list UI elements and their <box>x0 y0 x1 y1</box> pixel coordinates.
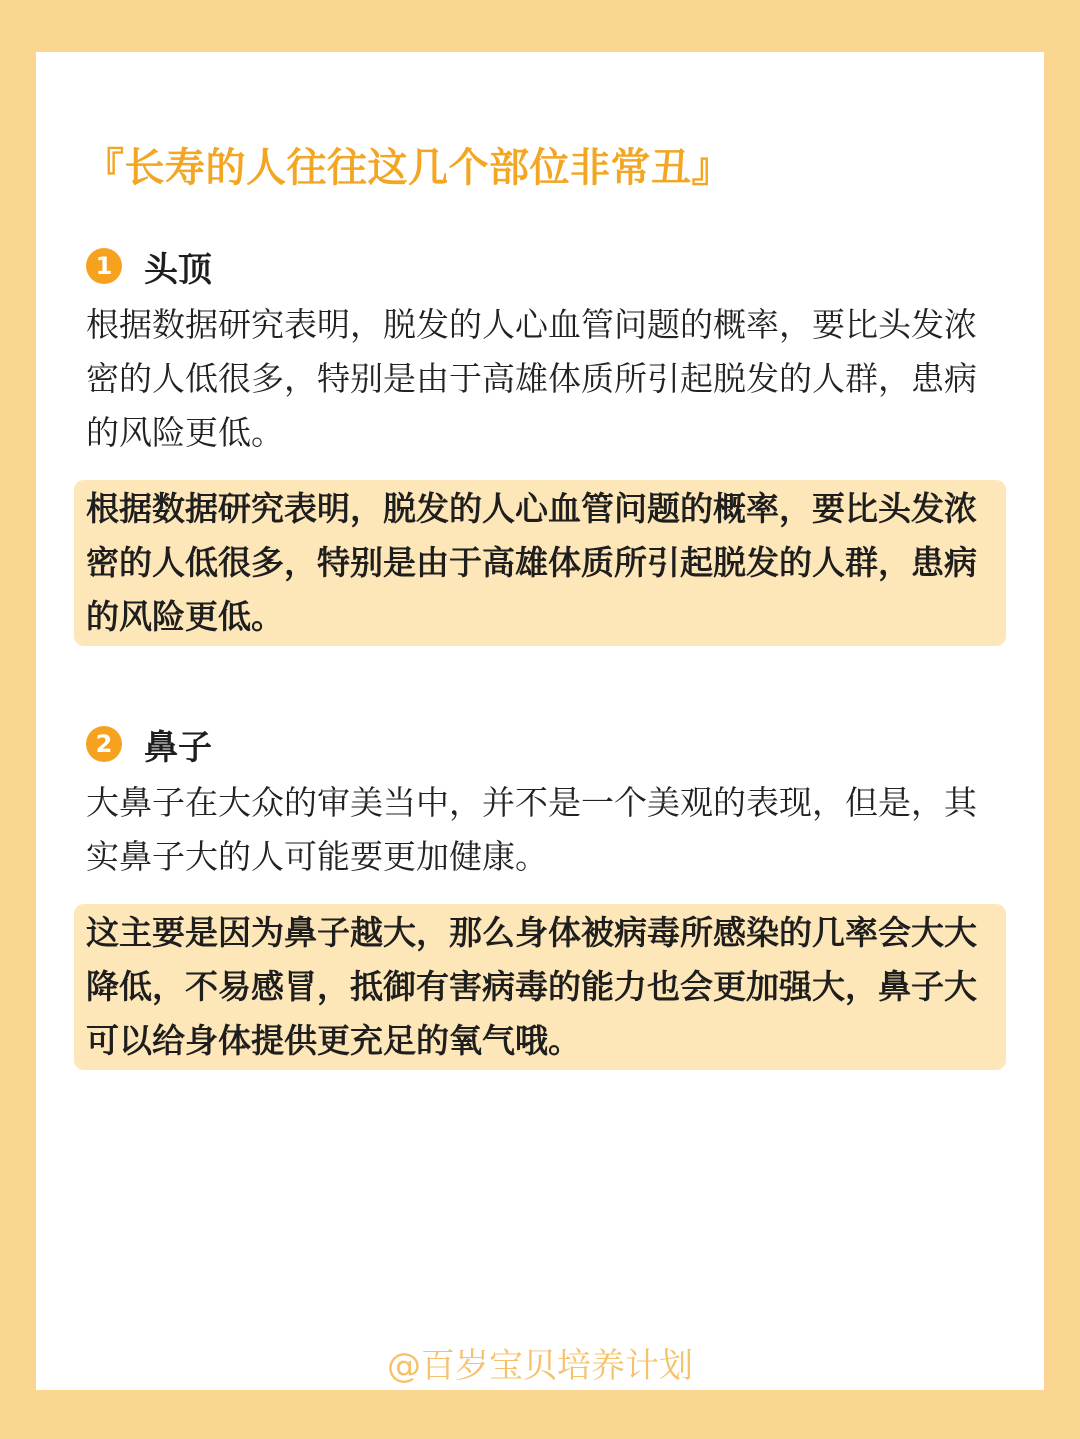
page-title: 『长寿的人往往这几个部位非常丑』 <box>84 145 732 191</box>
author-watermark: @百岁宝贝培养计划 <box>387 1346 693 1386</box>
section-2-highlight-text: 这主要是因为鼻子越大，那么身体被病毒所感染的几率会大大降低，不易感冒，抵御有害病毒的能力也会更加强大，鼻子大可以给身体提供更充足的氧气哦。 <box>86 913 977 1060</box>
section-1-highlight-text: 根据数据研究表明，脱发的人心血管问题的概率，要比头发浓密的人低很多，特别是由于高雄体质所引起脱发的人群，患病的风险更低。 <box>86 489 977 636</box>
number-badge-2: 2 <box>86 726 122 762</box>
section-2-body: 大鼻子在大众的审美当中，并不是一个美观的表现，但是，其实鼻子大的人可能要更加健康。 <box>86 783 977 876</box>
section-1-body: 根据数据研究表明，脱发的人心血管问题的概率，要比头发浓密的人低很多，特别是由于高雄体质所引起脱发的人群，患病的风险更低。 <box>86 305 977 452</box>
number-badge-1: 1 <box>86 248 122 284</box>
section-1-highlight <box>74 480 1006 646</box>
content-card <box>36 52 1044 1390</box>
section-2-highlight <box>74 904 1006 1070</box>
section-1-header <box>86 246 212 290</box>
section-2-title: 鼻子 <box>144 727 212 768</box>
section-1-title: 头顶 <box>144 249 212 290</box>
section-2-header <box>86 724 212 768</box>
